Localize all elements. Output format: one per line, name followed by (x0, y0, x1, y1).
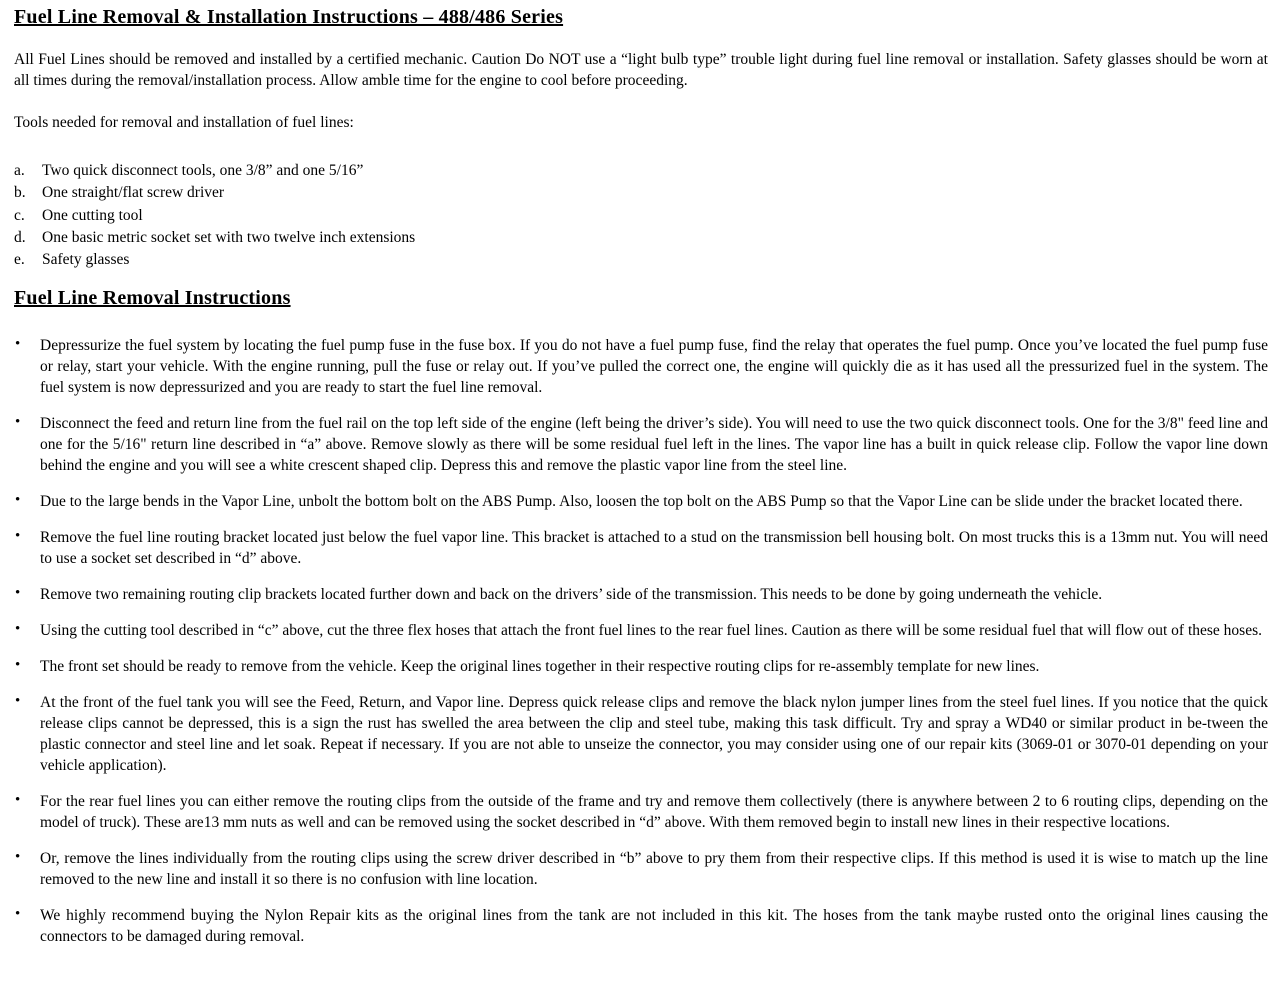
instruction-item: • The front set should be ready to remove from the vehicle. Keep the original lines together in their respective routing clips for re-assembly template for new lines. (12, 656, 1268, 677)
intro-paragraph: All Fuel Lines should be removed and installed by a certified mechanic. Caution Do NOT use a “light bulb type” trouble light during fuel line removal or installation. Safety glasses should be worn at all times during the removal/installation process. Allow amble time for the engine to cool before proceeding. (14, 51, 1268, 89)
tools-heading: Tools needed for removal and installation of fuel lines: (14, 114, 354, 131)
tool-item-text: Two quick disconnect tools, one 3/8” and one 5/16” (42, 162, 364, 179)
instruction-item: • Disconnect the feed and return line from the fuel rail on the top left side of the engine (left being the driver’s side). You will need to use the two quick disconnect tools. One for the 3/8" feed line and one for the 5/16" return line described in “a” above. Remove slowly as there will be some residual fuel left in the lines. The vapor line has a built in quick release clip. Follow the vapor line down behind the engine and you will see a white crescent shaped clip. Depress this and remove the plastic vapor line from the steel line. (12, 413, 1268, 476)
instruction-item: • Due to the large bends in the Vapor Line, unbolt the bottom bolt on the ABS Pump. Also, loosen the top bolt on the ABS Pump so that the Vapor Line can be slide under the bracket located there. (12, 491, 1268, 512)
tool-item-marker: b. (14, 184, 26, 202)
instruction-item: • For the rear fuel lines you can either remove the routing clips from the outside of the frame and try and remove them collectively (there is anywhere between 2 to 6 routing clips, depending on the model of truck). These are13 mm nuts as well and can be removed using the socket described in “d” above. With them removed begin to install new lines in their respective locations. (12, 791, 1268, 833)
tool-item (14, 160, 1268, 182)
document-title: Fuel Line Removal & Installation Instructions – 488/486 Series (14, 6, 564, 28)
section-title-fuel-line-removal: Fuel Line Removal Instructions (14, 287, 291, 310)
tool-item (14, 182, 1268, 204)
tool-item-marker: c. (14, 206, 25, 224)
tool-item-text: One basic metric socket set with two twelve inch extensions (42, 228, 416, 246)
instruction-item: • We highly recommend buying the Nylon Repair kits as the original lines from the tank are not included in this kit. The hoses from the tank maybe rusted onto the original lines causing the connectors to be damaged during removal. (12, 905, 1268, 947)
tool-item (14, 249, 1268, 271)
tool-item (14, 205, 1268, 227)
instruction-item: • At the front of the fuel tank you will see the Feed, Return, and Vapor line. Depress quick release clips and remove the black nylon jumper lines from the steel fuel lines. If you notice that the quick release clips cannot be depressed, this is a sign the rust has swelled the area between the clip and steel tube, making this task difficult. Try and spray a WD40 or similar product in be-tween the plastic connector and steel line and let soak. Repeat if necessary. If you are not able to unseize the connector, you may consider using one of our repair kits (3069-01 or 3070-01 depending on your vehicle application). (12, 692, 1268, 776)
tool-item-marker: e. (14, 251, 25, 269)
instruction-item: • Or, remove the lines individually from the routing clips using the screw driver described in “b” above to pry them from their respective clips. If this method is used it is wise to match up the line removed to the new line and install it so there is no confusion with line location. (12, 848, 1268, 890)
instruction-item: • Remove the fuel line routing bracket located just below the fuel vapor line. This bracket is attached to a stud on the transmission bell housing bolt. On most trucks this is a 13mm nut. You will need to use a socket set described in “d” above. (12, 527, 1268, 569)
removal-instructions-list (12, 335, 1268, 947)
tool-item-text: Safety glasses (42, 251, 130, 269)
tool-item (14, 227, 1268, 249)
instruction-item: • Depressurize the fuel system by locating the fuel pump fuse in the fuse box. If you do not have a fuel pump fuse, find the relay that operates the fuel pump. Once you’ve located the fuel pump fuse or relay, start your vehicle. With the engine running, pull the fuse or relay out. If you’ve pulled the correct one, the engine will quickly die as it has used all the pressurized fuel in the system. The fuel system is now depressurized and you are ready to start the fuel line removal. (12, 335, 1268, 398)
tools-list (14, 160, 1268, 271)
tool-item-text: One cutting tool (42, 206, 143, 224)
instruction-item: • Using the cutting tool described in “c” above, cut the three flex hoses that attach the front fuel lines to the rear fuel lines. Caution as there will be some residual fuel that will flow out of these hoses. (12, 620, 1268, 641)
tool-item-marker: d. (14, 228, 26, 246)
tool-item-marker: a. (14, 162, 25, 179)
instruction-item: • Remove two remaining routing clip brackets located further down and back on the drivers’ side of the transmission. This needs to be done by going underneath the vehicle. (12, 584, 1268, 605)
tool-item-text: One straight/flat screw driver (42, 184, 225, 202)
